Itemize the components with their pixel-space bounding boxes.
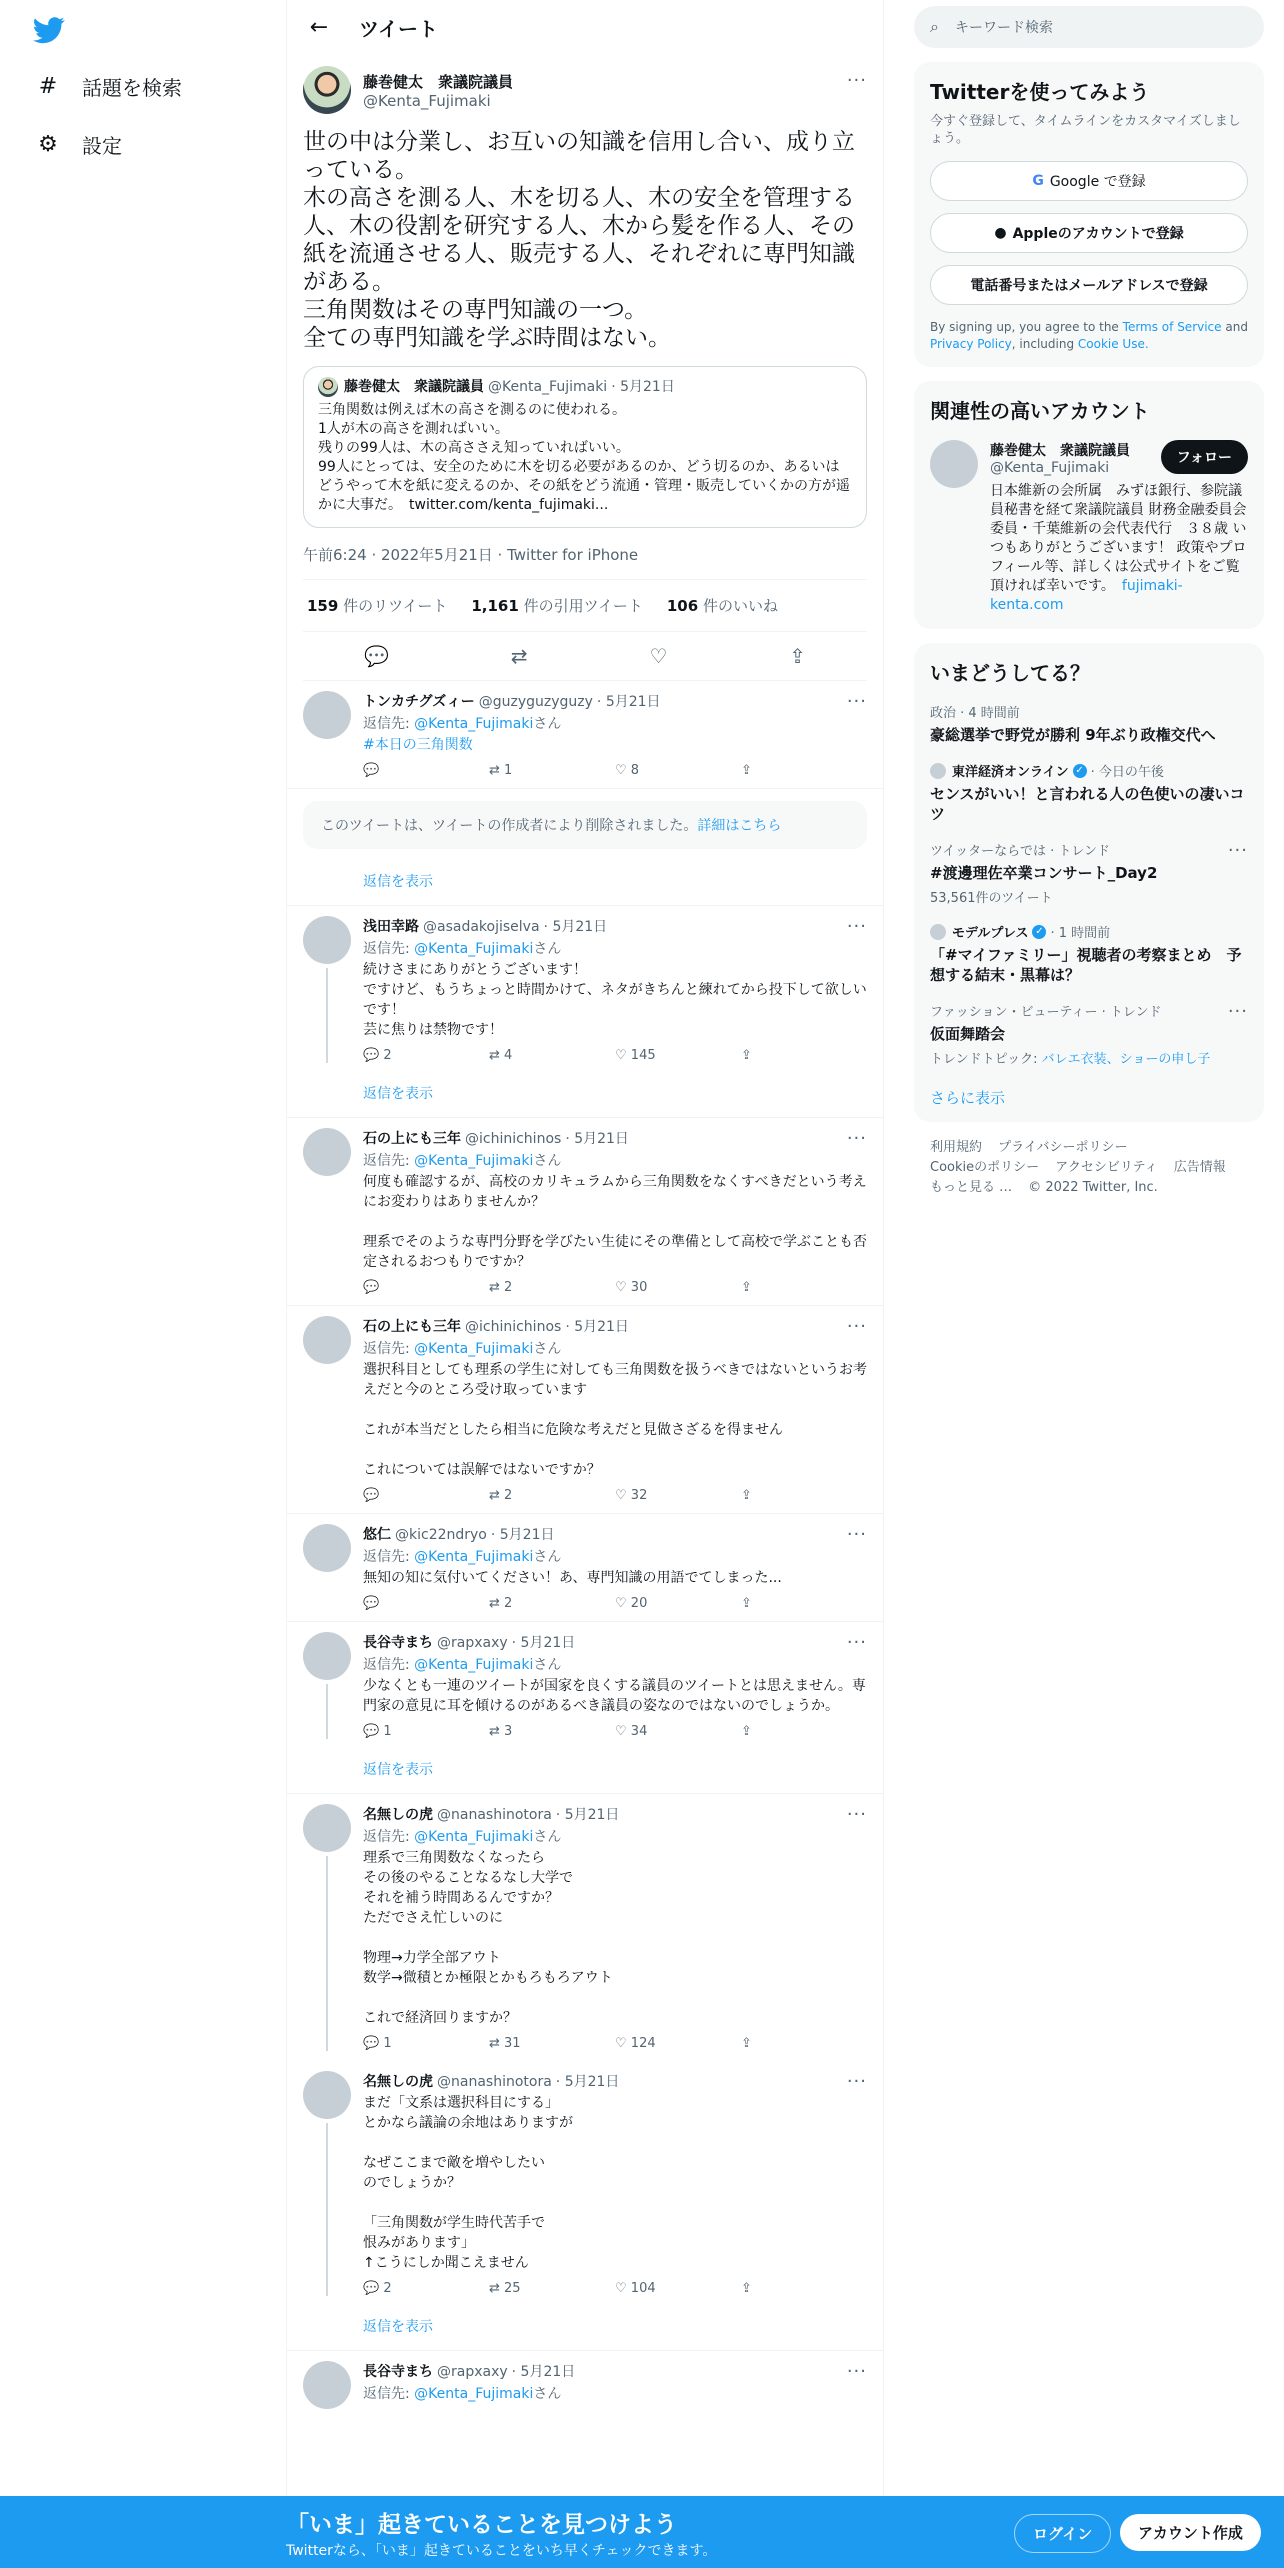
- avatar[interactable]: [303, 691, 351, 739]
- retweet-count-link[interactable]: [307, 595, 447, 616]
- more-options-icon[interactable]: ···: [846, 2071, 867, 2092]
- reply-date[interactable]: · 5月21日: [565, 1131, 629, 1147]
- reply-date[interactable]: · 5月21日: [490, 1527, 555, 1543]
- nav-settings[interactable]: [36, 130, 122, 159]
- retweet-button[interactable]: ⇄ 3: [489, 1724, 513, 1739]
- quote-text: 三角関数は例えば木の高さを測るのに使われる。 1人が木の高さを測ればいい。 残りの99人は、木の高ささえ知っていればいい。 99人にとっては、安全のために木を切る必要があるのか、どう切るのか、あるいはどうやって木を紙に変えるのか、その紙をどう流通・管理・販売していくかの方が遥かに大事だ。: [318, 402, 850, 513]
- quote-date: · 5月21日: [611, 378, 675, 395]
- reply-to-prefix: 返信先:: [363, 1549, 415, 1565]
- reply-tweet[interactable]: [287, 2351, 883, 2419]
- show-replies-link[interactable]: 返信を表示: [287, 861, 883, 906]
- verified-badge-icon: ✓: [1073, 764, 1087, 778]
- footer-link-cookies[interactable]: Cookieのポリシー: [930, 1160, 1040, 1175]
- footer-link-terms[interactable]: 利用規約: [930, 1140, 983, 1155]
- signup-note: 今すぐ登録して、タイムラインをカスタマイズしましょう。: [930, 114, 1241, 146]
- like-count: 34: [630, 1724, 648, 1739]
- terms-including: , including: [1011, 337, 1075, 351]
- trend-meta: 政治 · 4 時間前: [930, 706, 1020, 721]
- retweet-count: 159: [307, 597, 339, 615]
- trend-topic-prefix: トレンドトピック:: [930, 1052, 1042, 1067]
- relevant-accounts-panel: [914, 381, 1264, 629]
- retweet-count: 25: [504, 2281, 521, 2296]
- retweet-count: 4: [504, 1048, 513, 1063]
- reply-count: 2: [383, 2281, 392, 2296]
- reply-to-prefix: 返信先:: [363, 2386, 415, 2402]
- reply-author-handle[interactable]: @guzyguzyguzy: [478, 694, 593, 710]
- share-button[interactable]: ⇪: [741, 1048, 752, 1063]
- reply-button[interactable]: 💬: [363, 1596, 380, 1611]
- thread-line: [326, 2123, 328, 2296]
- apple-signup-label: Appleのアカウントで登録: [1012, 226, 1184, 242]
- phone-email-signup-button[interactable]: 電話番号またはメールアドレスで登録: [930, 265, 1248, 305]
- trend-publisher: 東洋経済オンライン: [952, 765, 1069, 780]
- like-count: 32: [630, 1488, 648, 1503]
- relevant-title: 関連性の高いアカウント: [930, 399, 1150, 423]
- reply-date[interactable]: · 5月21日: [511, 2364, 576, 2380]
- reply-date[interactable]: · 5月21日: [511, 1635, 576, 1651]
- reply-author-name[interactable]: 浅田幸路: [363, 919, 419, 935]
- like-count: 20: [630, 1596, 648, 1611]
- like-button[interactable]: ♡ 104: [615, 2281, 656, 2296]
- reply-button[interactable]: 💬: [363, 763, 380, 778]
- terms-of-service-link[interactable]: Terms of Service: [1122, 320, 1222, 334]
- reply-text: 続けさまにありがとうございます！ ですけど、もうちょっと時間かけて、ネタがきちんと練れてから投下して欲しいです！ 芸に焦りは禁物です！: [363, 962, 867, 1038]
- reply-to-link[interactable]: @Kenta_Fujimaki: [414, 1341, 534, 1357]
- trend-meta: ツイッターならでは · トレンド: [930, 844, 1111, 859]
- reply-count: 1: [383, 1724, 392, 1739]
- left-navigation: [0, 0, 286, 2568]
- quote-author-name: 藤巻健太 衆議院議員: [344, 378, 484, 395]
- reply-to-prefix: 返信先:: [363, 1341, 415, 1357]
- more-options-icon[interactable]: ···: [1227, 1001, 1248, 1022]
- author-handle[interactable]: @Kenta_Fujimaki: [363, 91, 491, 110]
- show-replies-link[interactable]: 返信を表示: [287, 1749, 883, 1794]
- reply-to-link[interactable]: @Kenta_Fujimaki: [414, 1829, 534, 1845]
- reply-to-suffix: さん: [533, 1829, 562, 1845]
- share-button[interactable]: ⇪: [741, 1488, 752, 1503]
- reply-icon[interactable]: 💬: [363, 644, 389, 668]
- more-options-icon[interactable]: ···: [846, 70, 867, 91]
- nav-settings-label: 設定: [82, 134, 122, 158]
- reply-button[interactable]: 💬 1: [363, 2036, 392, 2051]
- retweet-button[interactable]: ⇄ 31: [489, 2036, 521, 2051]
- trend-item[interactable]: [930, 840, 1248, 906]
- reply-tweet[interactable]: [287, 1514, 883, 1622]
- footer-link-more[interactable]: もっと見る …: [930, 1180, 1013, 1195]
- reply-to-link[interactable]: @Kenta_Fujimaki: [414, 2386, 534, 2402]
- reply-date[interactable]: · 5月21日: [555, 1807, 620, 1823]
- search-input[interactable]: キーワード検索: [954, 20, 1053, 36]
- footer-link-ads[interactable]: 広告情報: [1173, 1160, 1226, 1175]
- publisher-avatar: [930, 924, 946, 940]
- reply-author-handle[interactable]: @rapxaxy: [437, 1635, 508, 1651]
- apple-signup-button[interactable]: [930, 213, 1248, 253]
- relevant-account-name[interactable]: 藤巻健太 衆議院議員: [990, 443, 1130, 459]
- reply-to-suffix: さん: [533, 1657, 562, 1673]
- like-button[interactable]: ♡ 34: [615, 1724, 648, 1739]
- author-name[interactable]: 藤巻健太 衆議院議員: [363, 72, 514, 91]
- quote-count: 1,161: [471, 597, 519, 615]
- reply-date[interactable]: · 5月21日: [596, 694, 661, 710]
- tweet-timestamp[interactable]: 午前6:24 · 2022年5月21日 · Twitter for iPhone: [303, 544, 867, 580]
- like-count: 106: [666, 597, 699, 615]
- reply-button[interactable]: 💬 2: [363, 1048, 392, 1063]
- retweet-button[interactable]: ⇄ 4: [489, 1048, 513, 1063]
- like-button[interactable]: ♡ 32: [615, 1488, 648, 1503]
- reply-button[interactable]: 💬 1: [363, 1724, 392, 1739]
- reply-text: 何度も確認するが、高校のカリキュラムから三角関数をなくすべきだという考えにお変わりはありませんか？ 理系でそのような専門分野を学びたい生徒にその準備として高校で学ぶことも否定されるおつもりですか？: [363, 1174, 867, 1270]
- trend-meta: ファッション・ビューティー · トレンド: [930, 1005, 1162, 1020]
- page-title: ツイート: [359, 16, 438, 41]
- website-link[interactable]: fujimaki-kenta.com: [990, 578, 1183, 613]
- reply-to-link[interactable]: @Kenta_Fujimaki: [414, 1549, 534, 1565]
- search-bar[interactable]: [914, 6, 1264, 48]
- reply-author-name[interactable]: トンカチグズィー: [363, 694, 475, 710]
- avatar[interactable]: [303, 2361, 351, 2409]
- reply-text: 理系で三角関数なくなったら その後のやることなるなし大学で それを補う時間あるんですか？ ただでさえ忙しいのに 物理→力学全部アウト 数学→微積とか極限とかもろもろアウト これで経済回りますか？: [363, 1850, 613, 2026]
- like-icon[interactable]: ♡: [649, 644, 668, 668]
- more-options-icon[interactable]: ···: [846, 1524, 867, 1545]
- quoted-tweet[interactable]: [303, 366, 867, 528]
- share-button[interactable]: ⇪: [741, 1596, 752, 1611]
- twitter-bird-icon[interactable]: [33, 14, 65, 46]
- like-button[interactable]: ♡ 20: [615, 1596, 648, 1611]
- tweet-actions: [303, 632, 867, 681]
- trend-title: センスがいい！と言われる人の色使いの凄いコツ: [930, 785, 1245, 823]
- more-options-icon[interactable]: ···: [846, 1316, 867, 1337]
- share-button[interactable]: ⇪: [741, 1724, 752, 1739]
- trend-title: 「#マイファミリー」視聴者の考察まとめ 予想する結末・黒幕は？: [930, 946, 1242, 984]
- signup-title: Twitterを使ってみよう: [930, 80, 1150, 104]
- like-button[interactable]: ♡ 8: [615, 763, 640, 778]
- signup-button[interactable]: アカウント作成: [1120, 2514, 1261, 2551]
- more-options-icon[interactable]: ···: [846, 1804, 867, 1825]
- avatar[interactable]: [930, 440, 978, 488]
- terms-prefix: By signing up, you agree to the: [930, 320, 1119, 334]
- hashtag-link[interactable]: #本日の三角関数: [363, 737, 473, 753]
- reply-to-suffix: さん: [533, 1549, 562, 1565]
- like-button[interactable]: ♡ 30: [615, 1280, 648, 1295]
- reply-count: 2: [383, 1048, 392, 1063]
- nav-explore[interactable]: [36, 72, 182, 101]
- reply-date[interactable]: · 5月21日: [555, 2074, 620, 2090]
- reply-author-name[interactable]: 名無しの虎: [363, 2074, 433, 2090]
- main-column: [286, 0, 884, 2568]
- share-button[interactable]: ⇪: [741, 2036, 752, 2051]
- back-arrow-icon[interactable]: ←: [309, 14, 329, 40]
- trend-title: 豪総選挙で野党が勝利 9年ぶり政権交代へ: [930, 726, 1216, 744]
- avatar[interactable]: [303, 1632, 351, 1680]
- more-options-icon[interactable]: ···: [846, 916, 867, 937]
- reply-to-suffix: さん: [533, 1153, 562, 1169]
- reply-to-prefix: 返信先:: [363, 1657, 415, 1673]
- retweet-icon[interactable]: ⇄: [510, 644, 528, 668]
- signup-panel: [914, 62, 1264, 367]
- share-button[interactable]: ⇪: [741, 2281, 752, 2296]
- trend-time: · 1 時間前: [1050, 926, 1111, 941]
- thread-line: [326, 968, 328, 1063]
- show-replies-link[interactable]: 返信を表示: [287, 2306, 883, 2351]
- right-sidebar: [914, 0, 1264, 1198]
- footer-links: [914, 1138, 1264, 1198]
- reply-button[interactable]: 💬: [363, 1488, 380, 1503]
- retweet-count: 2: [504, 1488, 513, 1503]
- footer-link-privacy[interactable]: プライバシーポリシー: [998, 1140, 1128, 1155]
- terms-and: and: [1225, 320, 1248, 334]
- reply-to-suffix: さん: [533, 1341, 562, 1357]
- avatar[interactable]: [303, 1128, 351, 1176]
- reply-to-link[interactable]: @Kenta_Fujimaki: [414, 1657, 534, 1673]
- nav-explore-label: 話題を検索: [82, 76, 182, 100]
- retweet-button[interactable]: ⇄ 1: [489, 763, 513, 778]
- more-options-icon[interactable]: ···: [1227, 840, 1248, 861]
- reply-button[interactable]: 💬 2: [363, 2281, 392, 2296]
- thread-line: [326, 1684, 328, 1739]
- show-more-link[interactable]: さらに表示: [930, 1089, 1006, 1107]
- like-count: 124: [630, 2036, 656, 2051]
- bottom-bar-subtitle: Twitterなら、「いま」起きていることをいち早くチェックできます。: [286, 2543, 717, 2559]
- avatar[interactable]: [303, 916, 351, 964]
- reply-author-handle[interactable]: @asadakojiselva: [423, 919, 540, 935]
- reply-to-link[interactable]: @Kenta_Fujimaki: [414, 941, 534, 957]
- retweet-count: 2: [504, 1280, 513, 1295]
- focal-tweet: [287, 54, 883, 681]
- trend-title: 仮面舞踏会: [930, 1025, 1006, 1043]
- reply-count: 1: [383, 2036, 392, 2051]
- relevant-account-bio: 日本維新の会所属 みずほ銀行、参院議員秘書を経て衆議院議員 財務金融委員会委員・千葉維新の会代表代行 ３８歳 いつもありがとうございます！ 政策やプロフィール等、詳しくは公式サイトをご覧頂ければ幸いです。: [990, 483, 1247, 594]
- reply-author-handle[interactable]: @ichinichinos: [465, 1131, 562, 1147]
- retweet-button[interactable]: ⇄ 25: [489, 2281, 521, 2296]
- reply-to-prefix: 返信先:: [363, 1829, 415, 1845]
- more-options-icon[interactable]: ···: [846, 691, 867, 712]
- trend-item[interactable]: [930, 702, 1248, 745]
- trend-time: · 今日の午後: [1090, 765, 1164, 780]
- avatar[interactable]: [303, 66, 351, 114]
- reply-tweet[interactable]: [287, 1622, 883, 1749]
- apple-logo-icon: ●: [994, 225, 1007, 241]
- like-count-label: 件のいいね: [702, 597, 778, 615]
- verified-badge-icon: ✓: [1032, 925, 1046, 939]
- reply-date[interactable]: · 5月21日: [565, 1319, 629, 1335]
- reply-to-link[interactable]: @Kenta_Fujimaki: [414, 716, 534, 732]
- tweet-stats: [303, 580, 867, 632]
- google-signup-button[interactable]: [930, 161, 1248, 201]
- trend-tweet-count: 53,561件のツイート: [930, 891, 1053, 906]
- hashtag-icon: #: [38, 73, 58, 99]
- terms-text: [930, 319, 1248, 353]
- reply-text: まだ「文系は選択科目にする」 とかなら議論の余地はありますが なぜここまで敵を増やしたい のでしょうか？ 「三角関数が学生時代苦手で 恨みがあります」 ↑こうにしか聞こえません: [363, 2095, 573, 2271]
- retweet-count: 1: [504, 763, 513, 778]
- reply-author-handle[interactable]: @nanashinotora: [437, 1807, 552, 1823]
- like-button[interactable]: ♡ 145: [615, 1048, 656, 1063]
- retweet-count: 31: [504, 2036, 521, 2051]
- trends-title: いまどうしてる？: [930, 661, 1090, 685]
- reply-author-name[interactable]: 石の上にも三年: [363, 1131, 461, 1147]
- more-options-icon[interactable]: ···: [846, 1128, 867, 1149]
- retweet-count-label: 件のリツイート: [343, 597, 448, 615]
- trend-publisher: モデルプレス: [952, 926, 1029, 941]
- reply-to-link[interactable]: @Kenta_Fujimaki: [414, 1153, 534, 1169]
- like-count: 8: [630, 763, 640, 778]
- reply-to-suffix: さん: [533, 2386, 562, 2402]
- reply-to-prefix: 返信先:: [363, 716, 415, 732]
- avatar[interactable]: [303, 1804, 351, 1852]
- privacy-policy-link[interactable]: Privacy Policy: [930, 337, 1012, 351]
- retweet-count: 2: [504, 1596, 513, 1611]
- reply-tweet[interactable]: [287, 681, 883, 789]
- more-options-icon[interactable]: ···: [846, 1632, 867, 1653]
- share-button[interactable]: ⇪: [741, 1280, 752, 1295]
- google-signup-label: Google で登録: [1049, 174, 1146, 190]
- reply-to-suffix: さん: [533, 941, 562, 957]
- reply-tweet[interactable]: [287, 1794, 883, 2061]
- retweet-button[interactable]: ⇄ 2: [489, 1596, 513, 1611]
- reply-button[interactable]: 💬: [363, 1280, 380, 1295]
- gear-icon: ⚙: [38, 131, 58, 157]
- reply-author-handle[interactable]: @nanashinotora: [437, 2074, 552, 2090]
- avatar[interactable]: [303, 1316, 351, 1364]
- trend-item[interactable]: [930, 761, 1248, 824]
- follow-button[interactable]: フォロー: [1161, 440, 1248, 474]
- deleted-details-link[interactable]: 詳細はこちら: [697, 818, 782, 834]
- main-header: [287, 0, 883, 54]
- reply-tweet[interactable]: [287, 1118, 883, 1306]
- share-icon[interactable]: ⇪: [789, 644, 807, 668]
- bottom-bar-title: 「いま」起きていることを見つけよう: [286, 2512, 677, 2538]
- avatar[interactable]: [303, 1524, 351, 1572]
- footer-link-accessibility[interactable]: アクセシビリティ: [1055, 1160, 1158, 1175]
- reply-to-suffix: さん: [533, 716, 562, 732]
- trend-item[interactable]: [930, 922, 1248, 985]
- reply-author-name[interactable]: 悠仁: [363, 1527, 391, 1543]
- reply-to-prefix: 返信先:: [363, 941, 415, 957]
- reply-author-handle[interactable]: @kic22ndryo: [395, 1527, 487, 1543]
- relevant-account-handle[interactable]: @Kenta_Fujimaki: [990, 460, 1110, 476]
- publisher-avatar: [930, 763, 946, 779]
- reply-to-prefix: 返信先:: [363, 1153, 415, 1169]
- trend-topic-links[interactable]: バレエ衣装、ショーの申し子: [1041, 1052, 1211, 1067]
- reply-author-handle[interactable]: @rapxaxy: [437, 2364, 508, 2380]
- quote-count-link[interactable]: [471, 595, 643, 616]
- tweet-text: 世の中は分業し、お互いの知識を信用し合い、成り立っている。 木の高さを測る人、木を切る人、木の安全を管理する人、木の役割を研究する人、木から髪を作る人、その紙を流通させる人、販売する人、それぞれに専門知識がある。 三角関数はその専門知識の一つ。 全ての専門知識を学ぶ時間はない。: [303, 129, 855, 351]
- reply-tweet[interactable]: [287, 1306, 883, 1514]
- retweet-count: 3: [504, 1724, 513, 1739]
- retweet-button[interactable]: ⇄ 2: [489, 1488, 513, 1503]
- trend-title: #渡邊理佐卒業コンサート_Day2: [930, 864, 1158, 882]
- reply-date[interactable]: · 5月21日: [543, 919, 608, 935]
- deleted-tweet-notice: [303, 801, 867, 849]
- reply-author-name[interactable]: 名無しの虎: [363, 1807, 433, 1823]
- bottom-signup-bar: [0, 2496, 1284, 2568]
- retweet-button[interactable]: ⇄ 2: [489, 1280, 513, 1295]
- copyright: © 2022 Twitter, Inc.: [1028, 1180, 1158, 1195]
- login-button[interactable]: ログイン: [1014, 2514, 1111, 2553]
- reply-author-handle[interactable]: @ichinichinos: [465, 1319, 562, 1335]
- trend-item[interactable]: [930, 1001, 1248, 1067]
- quote-author-handle: @Kenta_Fujimaki: [488, 378, 608, 395]
- trends-panel: [914, 643, 1264, 1122]
- reply-tweet[interactable]: [287, 2061, 883, 2306]
- deleted-notice-text: このツイートは、ツイートの作成者により削除されました。: [321, 818, 698, 834]
- reply-tweet[interactable]: [287, 906, 883, 1073]
- like-count-link[interactable]: [667, 595, 778, 616]
- like-button[interactable]: ♡ 124: [615, 2036, 656, 2051]
- reply-text: 少なくとも一連のツイートが国家を良くする議員のツイートとは思えません。専門家の意見に耳を傾けるのがあるべき議員の姿なのではないのでしょうか。: [363, 1678, 866, 1714]
- cookie-use-link[interactable]: Cookie Use.: [1077, 337, 1149, 351]
- reply-author-name[interactable]: 石の上にも三年: [363, 1319, 461, 1335]
- show-replies-link[interactable]: 返信を表示: [287, 1073, 883, 1118]
- quote-count-label: 件の引用ツイート: [523, 597, 643, 615]
- reply-author-name[interactable]: 長谷寺まち: [363, 1635, 433, 1651]
- thread-line: [326, 1856, 328, 2051]
- like-count: 104: [630, 2281, 656, 2296]
- focal-author: [303, 66, 867, 114]
- more-options-icon[interactable]: ···: [846, 2361, 867, 2382]
- avatar[interactable]: [303, 2071, 351, 2119]
- share-button[interactable]: ⇪: [741, 763, 752, 778]
- google-logo-icon: G: [1032, 173, 1044, 189]
- like-count: 30: [630, 1280, 648, 1295]
- relevant-account[interactable]: [930, 440, 1248, 615]
- quote-link[interactable]: twitter.com/kenta_fujimaki...: [409, 497, 609, 513]
- reply-text: 選択科目としても理系の学生に対しても三角関数を扱うべきではないというお考えだと今のところ受け取っています これが本当だとしたら相当に危険な考えだと見做さざるを得ません これについては誤解ではないですか？: [363, 1362, 867, 1478]
- reply-text: 無知の知に気付いてください！あ、専門知識の用語でてしまった...: [363, 1570, 782, 1586]
- like-count: 145: [630, 1048, 656, 1063]
- quote-avatar: [318, 377, 338, 397]
- reply-author-name[interactable]: 長谷寺まち: [363, 2364, 433, 2380]
- search-icon: ⌕: [930, 17, 939, 36]
